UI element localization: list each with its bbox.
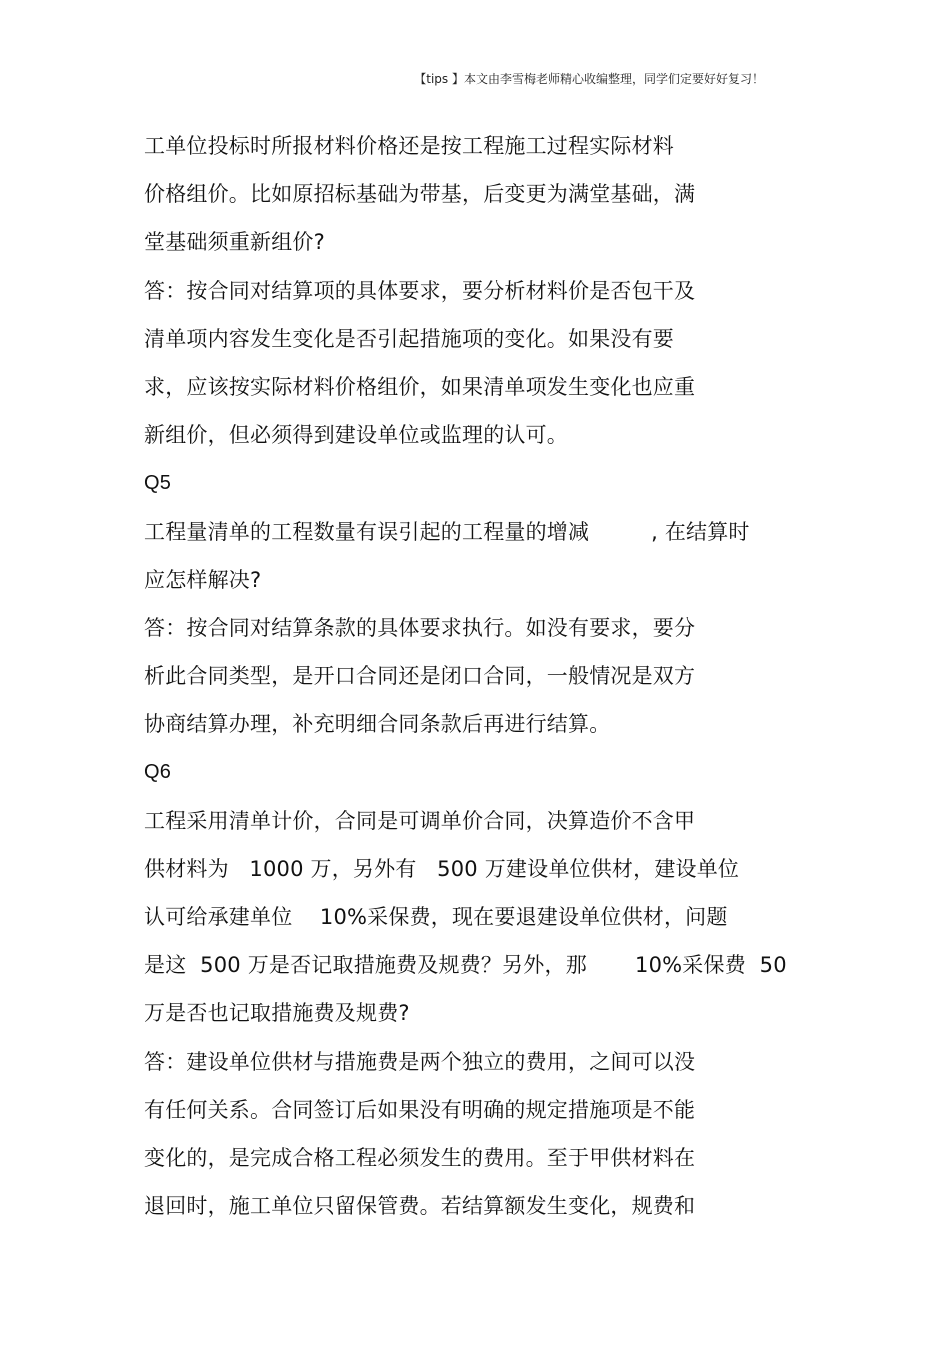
header-tip: 【tips 】本文由李雪梅老师精心收编整理，同学们定要好好复习！ [414, 72, 764, 86]
text-line: 求，应该按实际材料价格组价，如果清单项发生变化也应重 [144, 374, 696, 399]
text-line: 供材料为 1000 万，另外有 500 万建设单位供材，建设单位 [144, 856, 740, 881]
text-line: 工程量清单的工程数量有误引起的工程量的增减 , 在结算时 [144, 519, 750, 544]
text-line: 答：按合同对结算项的具体要求，要分析材料价是否包干及 [144, 278, 696, 303]
text-line: 有任何关系。合同签订后如果没有明确的规定措施项是不能 [144, 1097, 696, 1122]
text-line: 万是否也记取措施费及规费? [144, 1001, 410, 1026]
text-line: 答：建设单位供材与措施费是两个独立的费用，之间可以没 [144, 1049, 696, 1074]
text-line: 工单位投标时所报材料价格还是按工程施工过程实际材料 [144, 134, 674, 158]
text-line: 新组价，但必须得到建设单位或监理的认可。 [144, 423, 568, 448]
question-label: Q6 [144, 761, 172, 784]
text-line: 应怎样解决? [144, 567, 262, 592]
text-line: 堂基础须重新组价? [144, 230, 325, 255]
text-line: 析此合同类型，是开口合同还是闭口合同，一般情况是双方 [144, 664, 696, 689]
text-line: 认可给承建单位 10%采保费，现在要退建设单位供材，问题 [144, 905, 728, 929]
text-line: 协商结算办理，补充明细合同条款后再进行结算。 [144, 712, 611, 737]
question-label: Q5 [144, 472, 172, 495]
text-line: 工程采用清单计价，合同是可调单价合同，决算造价不含甲 [144, 808, 696, 833]
text-line: 退回时，施工单位只留保管费。若结算额发生变化，规费和 [144, 1194, 696, 1219]
text-line: 价格组价。比如原招标基础为带基，后变更为满堂基础，满 [144, 182, 696, 207]
text-line: 清单项内容发生变化是否引起措施项的变化。如果没有要 [144, 326, 674, 351]
text-line: 变化的，是完成合格工程必须发生的费用。至于甲供材料在 [144, 1145, 696, 1170]
body-text [144, 126, 844, 1234]
text-line: 是这 500 万是否记取措施费及规费？另外，那 10%采保费 50 [144, 953, 787, 978]
text-line: 答：按合同对结算条款的具体要求执行。如没有要求，要分 [144, 615, 696, 640]
